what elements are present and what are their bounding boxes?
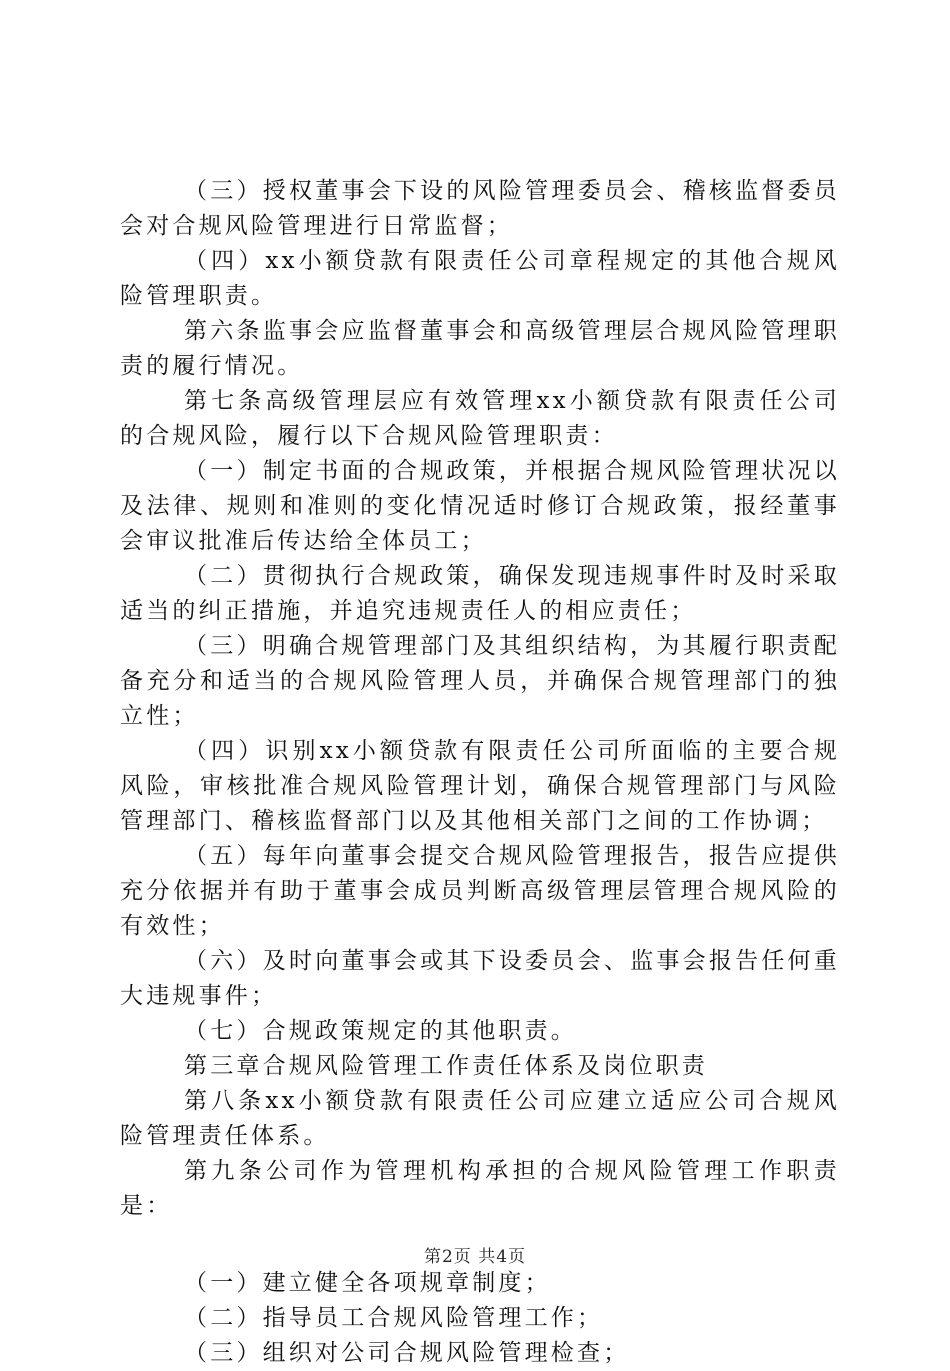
list-item-establish-rules: （一）建立健全各项规章制度； bbox=[184, 1270, 551, 1296]
paragraph-article-7-item-6: （六）及时向董事会或其下设委员会、监事会报告任何重大违规事件； bbox=[120, 948, 840, 1009]
paragraph-article-7: 第七条高级管理层应有效管理xx小额贷款有限责任公司的合规风险，履行以下合规风险管理职责： bbox=[120, 388, 840, 449]
paragraph-article-7-item-3: （三）明确合规管理部门及其组织结构，为其履行职责配备充分和适当的合规风险管理人员，并确保合规管理部门的独立性； bbox=[120, 633, 840, 729]
paragraph-article-7-item-1: （一）制定书面的合规政策，并根据合规风险管理状况以及法律、规则和准则的变化情况适时修订合规政策，报经董事会审议批准后传达给全体员工； bbox=[120, 458, 840, 554]
list-item-guide-staff: （二）指导员工合规风险管理工作； bbox=[184, 1305, 604, 1331]
paragraph-article-9: 第九条公司作为管理机构承担的合规风险管理工作职责是： bbox=[120, 1158, 840, 1219]
paragraph-article-7-item-7: （七）合规政策规定的其他职责。 bbox=[184, 1018, 577, 1044]
paragraph-article-8: 第八条xx小额贷款有限责任公司应建立适应公司合规风险管理责任体系。 bbox=[120, 1088, 840, 1149]
document-body bbox=[120, 174, 840, 1371]
paragraph-article-6: 第六条监事会应监督董事会和高级管理层合规风险管理职责的履行情况。 bbox=[120, 318, 840, 379]
page-number-footer: 第2页 共4页 bbox=[423, 1247, 527, 1267]
paragraph-clause-4-other-duties: （四）xx小额贷款有限责任公司章程规定的其他合规风险管理职责。 bbox=[120, 248, 840, 309]
list-item-organize-inspection: （三）组织对公司合规风险管理检查； bbox=[184, 1340, 630, 1366]
paragraph-article-7-item-2: （二）贯彻执行合规政策，确保发现违规事件时及时采取适当的纠正措施，并追究违规责任人的相应责任； bbox=[120, 563, 840, 624]
paragraph-clause-3-authorize-committees: （三）授权董事会下设的风险管理委员会、稽核监督委员会对合规风险管理进行日常监督； bbox=[120, 178, 840, 239]
paragraph-article-7-item-5: （五）每年向董事会提交合规风险管理报告，报告应提供充分依据并有助于董事会成员判断高级管理层管理合规风险的有效性； bbox=[120, 843, 840, 939]
chapter-3-heading: 第三章合规风险管理工作责任体系及岗位职责 bbox=[184, 1053, 708, 1079]
paragraph-article-7-item-4: （四）识别xx小额贷款有限责任公司所面临的主要合规风险，审核批准合规风险管理计划，确保合规管理部门与风险管理部门、稽核监督部门以及其他相关部门之间的工作协调； bbox=[120, 738, 840, 834]
